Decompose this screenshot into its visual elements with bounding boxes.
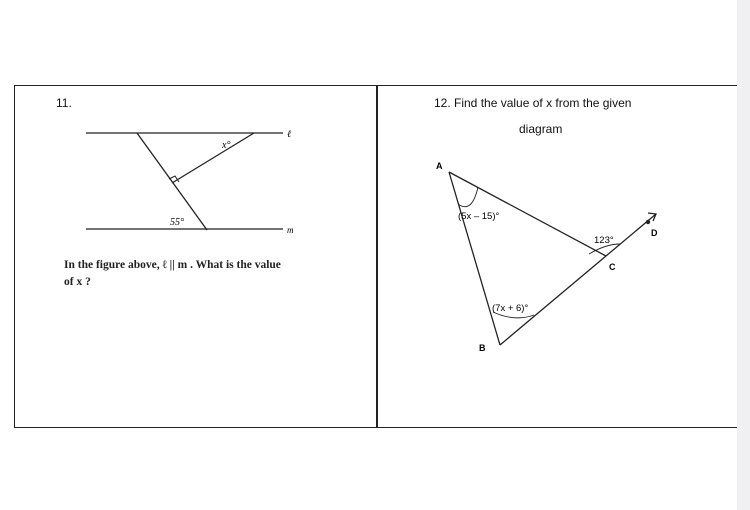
angle-a-arc (458, 187, 478, 207)
point-d-dot (646, 220, 650, 224)
line-l-label: ℓ (287, 129, 292, 140)
question-11-number: 11. (56, 96, 72, 110)
angle-55-label: 55° (170, 217, 184, 228)
angle-a-label: (5x – 15)° (458, 211, 500, 222)
question-12-title-line2: diagram (519, 122, 563, 136)
question-11-text-line1: In the figure above, ℓ || m . What is the value (64, 259, 281, 271)
vertex-a-label: A (436, 161, 443, 171)
question-11-text-line2: of x ? (64, 276, 91, 288)
point-d-label: D (651, 228, 658, 238)
question-12-title: 12. Find the value of x from the given (434, 96, 632, 110)
exterior-angle-label: 123° (594, 235, 614, 246)
line-m-label: m (287, 225, 294, 235)
angle-x-label: x° (222, 140, 231, 151)
vertex-c-label: C (609, 262, 616, 272)
angle-b-label: (7x + 6)° (492, 303, 529, 314)
vertex-b-label: B (479, 343, 486, 353)
side-bc (500, 256, 606, 345)
